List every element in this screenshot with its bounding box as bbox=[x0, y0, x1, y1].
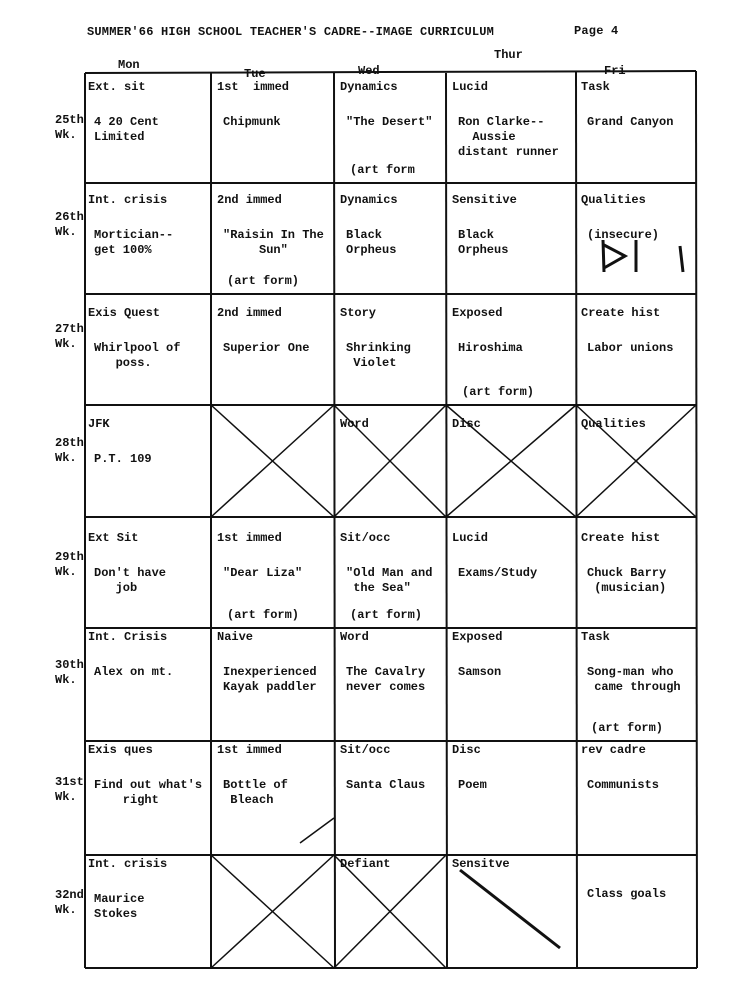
cell-heading: Exis Quest bbox=[88, 306, 161, 320]
cell-body: Song-man who came through bbox=[587, 665, 681, 694]
cell-heading: Story bbox=[340, 306, 377, 320]
cell-heading: Dynamics bbox=[340, 193, 398, 207]
cell-body: Alex on mt. bbox=[94, 665, 174, 679]
week-label: 25th Wk. bbox=[55, 113, 84, 142]
cell-note: (art form) bbox=[227, 274, 300, 288]
cell-body: Grand Canyon bbox=[587, 115, 674, 129]
day-header-tue: Tue bbox=[244, 67, 266, 81]
cell-body: Hiroshima bbox=[458, 341, 523, 355]
cell-body: Don't have job bbox=[94, 566, 167, 595]
week-label: 28th Wk. bbox=[55, 436, 84, 465]
cell-body: "The Desert" bbox=[346, 115, 433, 129]
cell-body: Santa Claus bbox=[346, 778, 426, 792]
cell-body: Inexperienced Kayak paddler bbox=[223, 665, 317, 694]
cell-body: Class goals bbox=[587, 887, 667, 901]
cell-heading: Sit/occ bbox=[340, 743, 391, 757]
cell-heading: JFK bbox=[88, 417, 110, 431]
cell-heading: Int. crisis bbox=[88, 193, 168, 207]
cell-body: Find out what's right bbox=[94, 778, 203, 807]
cell-heading: 1st immed bbox=[217, 743, 282, 757]
cell-heading: Sensitive bbox=[452, 193, 517, 207]
cell-heading: Create hist bbox=[581, 531, 661, 545]
cell-heading: Ext. sit bbox=[88, 80, 146, 94]
cell-heading: Word bbox=[340, 417, 369, 431]
cell-body: Mortician-- get 100% bbox=[94, 228, 174, 257]
cell-heading: Qualities bbox=[581, 417, 646, 431]
week-label: 32nd Wk. bbox=[55, 888, 84, 917]
cell-body: "Dear Liza" bbox=[223, 566, 303, 580]
cell-heading: 1st immed bbox=[217, 80, 290, 94]
day-header-mon: Mon bbox=[118, 58, 140, 72]
cell-heading: Task bbox=[581, 630, 610, 644]
cell-heading: Dynamics bbox=[340, 80, 398, 94]
day-header-thur: Thur bbox=[494, 48, 523, 62]
cell-body: (insecure) bbox=[587, 228, 660, 242]
cell-note: (art form) bbox=[350, 608, 423, 622]
week-label: 26th Wk. bbox=[55, 210, 84, 239]
cell-body: 4 20 Cent Limited bbox=[94, 115, 159, 144]
cell-body: Whirlpool of poss. bbox=[94, 341, 181, 370]
cell-heading: Disc bbox=[452, 417, 481, 431]
cell-body: Exams/Study bbox=[458, 566, 538, 580]
cell-heading: Lucid bbox=[452, 531, 489, 545]
cell-note: (art form) bbox=[227, 608, 300, 622]
day-header-wed: Wed bbox=[358, 64, 380, 78]
cell-heading: Sensitve bbox=[452, 857, 510, 871]
cell-heading: Defiant bbox=[340, 857, 391, 871]
cell-heading: Int. Crisis bbox=[88, 630, 168, 644]
cell-note: (art form) bbox=[462, 385, 535, 399]
cell-heading: Sit/occ bbox=[340, 531, 391, 545]
cell-heading: Naive bbox=[217, 630, 254, 644]
day-header-fri: Fri bbox=[604, 64, 626, 78]
page-number: Page 4 bbox=[574, 24, 619, 38]
cell-heading: 2nd immed bbox=[217, 193, 282, 207]
cell-body: Chuck Barry (musician) bbox=[587, 566, 667, 595]
cell-note: (art form bbox=[350, 163, 415, 177]
cell-body: "Raisin In The Sun" bbox=[223, 228, 324, 257]
cell-body: Bottle of Bleach bbox=[223, 778, 288, 807]
cell-heading: Task bbox=[581, 80, 610, 94]
cell-body: Maurice Stokes bbox=[94, 892, 145, 921]
cell-heading: Exposed bbox=[452, 630, 503, 644]
document-title: SUMMER'66 HIGH SCHOOL TEACHER'S CADRE--IMAGE CURRICULUM bbox=[87, 25, 495, 39]
week-label: 27th Wk. bbox=[55, 322, 84, 351]
cell-body: Black Orpheus bbox=[458, 228, 509, 257]
cell-body: Poem bbox=[458, 778, 487, 792]
cell-heading: Ext Sit bbox=[88, 531, 139, 545]
cell-body: Ron Clarke-- Aussie distant runner bbox=[458, 115, 559, 159]
cell-note: (art form) bbox=[591, 721, 664, 735]
cell-heading: Exposed bbox=[452, 306, 503, 320]
cell-heading: 1st immed bbox=[217, 531, 282, 545]
cell-body: Samson bbox=[458, 665, 502, 679]
cell-body: Superior One bbox=[223, 341, 310, 355]
cell-body: Shrinking Violet bbox=[346, 341, 411, 370]
cell-body: "Old Man and the Sea" bbox=[346, 566, 433, 595]
cell-body: Communists bbox=[587, 778, 660, 792]
cell-body: Black Orpheus bbox=[346, 228, 397, 257]
cell-body: The Cavalry never comes bbox=[346, 665, 426, 694]
cell-heading: rev cadre bbox=[581, 743, 646, 757]
cell-body: Chipmunk bbox=[223, 115, 281, 129]
cell-body: P.T. 109 bbox=[94, 452, 152, 466]
cell-heading: Exis ques bbox=[88, 743, 153, 757]
cell-heading: Qualities bbox=[581, 193, 646, 207]
cell-heading: Create hist bbox=[581, 306, 661, 320]
cell-heading: Word bbox=[340, 630, 369, 644]
cell-heading: Lucid bbox=[452, 80, 489, 94]
cell-heading: Disc bbox=[452, 743, 481, 757]
week-label: 29th Wk. bbox=[55, 550, 84, 579]
cell-heading: 2nd immed bbox=[217, 306, 282, 320]
cell-heading: Int. crisis bbox=[88, 857, 168, 871]
week-label: 30th Wk. bbox=[55, 658, 84, 687]
week-label: 31st Wk. bbox=[55, 775, 84, 804]
cell-body: Labor unions bbox=[587, 341, 674, 355]
